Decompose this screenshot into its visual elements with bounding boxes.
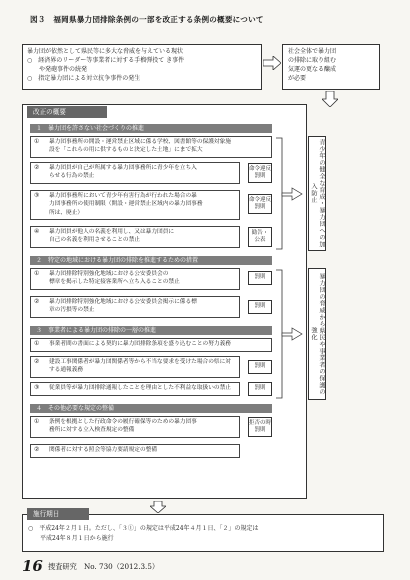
penalty-tag: 罰則 (248, 382, 272, 396)
list-item (30, 416, 240, 438)
item-line: 建設工事関係者が暴力団関係者等から不当な要求を受けた場合の県に対 (49, 359, 231, 365)
tag-line: 罰則 (254, 427, 266, 433)
page-number: 16 (22, 557, 43, 575)
item-line: 設を「これらの用に供するものと決定した土地」にまで拡大 (49, 147, 203, 154)
journal-info: 捜査研究 No. 730（2012.3.5） (48, 562, 160, 571)
section-header: ３ 事業者による暴力団の排除の一層の推進 (30, 326, 272, 335)
tag-line: 命令違反 (249, 165, 272, 172)
item-line: 務所に対する立入検査規定の整備 (49, 427, 135, 434)
business-bracket (276, 268, 306, 400)
item-number: ① (34, 341, 40, 347)
business-label: 暴力団の脅威から県民や事業者の保護の強化 (308, 268, 326, 400)
refusal-penalty-tag (248, 417, 272, 437)
item-number: ① (34, 419, 40, 425)
item-line: 関係者に対する照会等協力要請規定の整備 (49, 447, 158, 453)
society-line: の排除に取り組む (288, 57, 337, 64)
penalty-tag: 罰則 (248, 300, 272, 314)
down-arrow-icon (150, 501, 166, 513)
right-arrow-icon (263, 56, 281, 70)
order-penalty-tag (248, 194, 272, 214)
status-line: ○ 経済界のリーダー等事業者に対する手榴弾投て き事件 (27, 57, 185, 64)
tag-line: 公表 (254, 237, 266, 243)
tag-line: 拒否の時 (249, 419, 272, 426)
item-line: 暴力団事務所において青少年有害行為が行われた場合の暴 (49, 193, 197, 199)
current-status-box (22, 44, 262, 90)
item-number: ① (34, 139, 40, 145)
tag-line: 命令違反 (249, 196, 272, 203)
enforcement-line: 平成24年８月１日から施行 (28, 535, 114, 542)
item-line: らせる行為の禁止 (49, 173, 95, 180)
item-number: ① (34, 271, 40, 277)
list-item (30, 162, 240, 184)
status-line: 暴力団が依然として県民等に多大な脅威を与えている現状 (27, 48, 184, 55)
order-penalty-tag (248, 163, 272, 183)
item-number: ③ (34, 193, 40, 199)
item-line: 暴力団員が自己が所属する暴力団事務所に青少年を立ち入 (49, 165, 197, 171)
status-line: ○ 指定暴力団による対立抗争事件の発生 (27, 75, 141, 82)
section-header: ４ その他必要な規定の整備 (30, 404, 272, 413)
tag-line: 罰則 (254, 173, 266, 179)
tag-line: 勧告・ (251, 229, 269, 236)
penalty-tag: 罰則 (248, 271, 272, 285)
list-item (30, 190, 240, 220)
item-line: 条例を根拠とした行政命令の履行確保等のための暴力団事 (49, 419, 197, 425)
item-line: 事業者間の書面による契約に暴力団排除条項を盛り込むことの努力義務 (49, 341, 231, 347)
item-number: ② (34, 359, 40, 365)
section-header: ２ 特定の地域における暴力団の排除を推進するための措置 (30, 256, 272, 265)
item-number: ④ (34, 229, 40, 235)
revision-header: 改正の概要 (27, 106, 107, 118)
enforcement-text (28, 524, 382, 544)
status-line: や発砲事件の続発 (27, 66, 88, 73)
society-line: が必要 (288, 75, 307, 82)
item-line: する通報義務 (49, 367, 84, 374)
figure-title: 図３ 福岡県暴力団排除条例の一部を改正する条例の概要について (30, 15, 264, 24)
section-header: １ 暴力団を許さない社会づくりの推進 (30, 124, 272, 133)
advice-announce-tag (248, 227, 272, 247)
youth-bracket (276, 136, 306, 251)
enforcement-line: ○ 平成24年２月１日。ただし、「３①」の規定は平成24年４月１日、「２」の規定は (28, 525, 259, 532)
tag-line: 罰則 (254, 204, 266, 210)
list-item (30, 356, 240, 378)
item-line: 力団事務所の使用制限（開設・運営禁止区域内の暴力団事務 (49, 201, 203, 208)
list-item (30, 338, 272, 352)
list-item (30, 382, 240, 396)
society-box (282, 44, 380, 90)
list-item (30, 296, 240, 318)
item-line: 暴力団事務所の開設・運営禁止区域に係る学校、図書館等の保護対象施 (49, 139, 231, 145)
list-item (30, 444, 240, 458)
item-line: 暴力団員が他人の名義を利用し、又は暴力団員に (49, 229, 175, 235)
item-number: ② (34, 447, 40, 453)
item-number: ② (34, 299, 40, 305)
item-line: 章の汚損等の禁止 (49, 307, 95, 314)
youth-label: 青少年の健全な育成・暴力団への加入防止 (308, 136, 326, 251)
society-line: 社会全体で暴力団 (288, 48, 337, 55)
society-line: 気運の更なる醸成 (288, 66, 337, 73)
item-line: 暴力団排除特別強化地域における公安委員会掲示に係る標 (49, 299, 197, 305)
down-arrow-icon (322, 91, 338, 107)
list-item (30, 136, 272, 158)
enforcement-header: 施行期日 (27, 508, 89, 520)
item-line: 標章を掲示した特定接客業所へ立ち入ることの禁止 (49, 279, 180, 286)
list-item (30, 268, 240, 290)
list-item (30, 226, 240, 248)
item-line: 暴力団排除特別強化地域における公安委員会の (49, 271, 169, 277)
item-line: 従業員等が暴力団排除通報したことを理由とした不利益な取扱いの禁止 (49, 385, 231, 391)
penalty-tag: 罰則 (248, 360, 272, 374)
item-line: 自己の名義を利用させることの禁止 (49, 237, 140, 244)
item-line: 所は、廃止） (49, 209, 84, 216)
item-number: ② (34, 165, 40, 171)
item-number: ③ (34, 385, 40, 391)
